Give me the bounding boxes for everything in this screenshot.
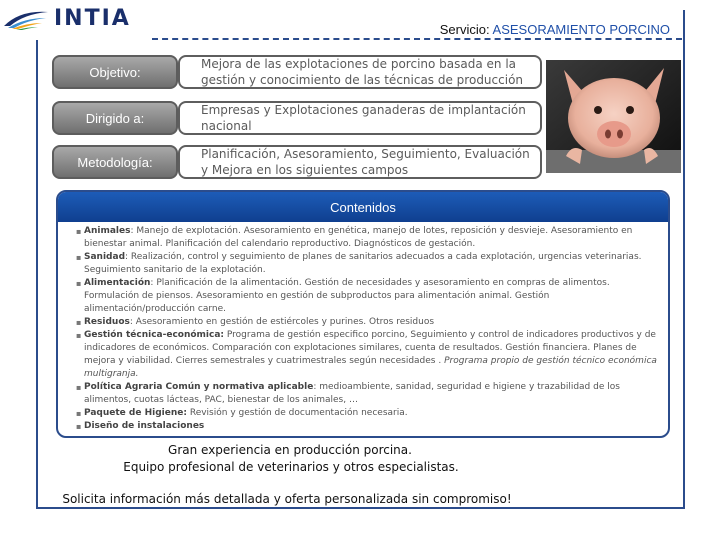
list-item [76, 251, 660, 277]
item-italic-note: Programa propio de gestión técnico económica multigranja. [84, 356, 657, 379]
contents-panel [56, 190, 670, 438]
item-heading: Diseño de instalaciones [84, 421, 205, 431]
item-text: Planificación de la alimentación. Gestión de necesidades y asesoramiento en compras de alimentos. Formulación de piensos. Asesoramiento en gestión de subproductos para alimentación animal. Gestión alimentación/producción carne. [84, 278, 610, 314]
item-text: Realización, control y seguimiento de planes de sanitarios adecuados a cada explotación, urgencias veterinarias. Seguimiento sanitario de la explotación. [84, 252, 642, 275]
row-metodologia [52, 145, 542, 179]
item-heading: Sanidad [84, 252, 126, 262]
dashed-divider [152, 38, 682, 40]
item-heading: Política Agraria Común y normativa aplicable [84, 382, 314, 392]
list-item [76, 420, 660, 433]
list-item [76, 381, 660, 407]
pig-photo [546, 60, 681, 173]
service-label: Servicio: [439, 22, 490, 37]
item-separator: : [130, 226, 137, 236]
row-objetivo [52, 55, 542, 89]
row-text: Planificación, Asesoramiento, Seguimiento, Evaluación y Mejora en los siguientes campos [178, 145, 542, 179]
item-separator: : [150, 278, 157, 288]
footer-cta: Solicita información más detallada y oferta personalizada sin compromiso! [62, 492, 512, 506]
item-text: medioambiente, sanidad, seguridad e higiene y trazabilidad de los alimentos, cuotas lácteas, PAC, bienestar de los animales, … [84, 382, 620, 405]
list-item [76, 407, 660, 420]
item-heading: Gestión técnica-económica: [84, 330, 225, 340]
item-text: Revisión y gestión de documentación necesaria. [189, 408, 408, 418]
brand-name: INTIA [54, 6, 131, 31]
item-heading: Animales [84, 226, 131, 236]
item-separator: : [125, 252, 131, 262]
frame-border-left [36, 40, 38, 508]
intia-logo [2, 4, 152, 34]
list-item [76, 316, 660, 329]
row-text: Empresas y Explotaciones ganaderas de implantación nacional [178, 101, 542, 135]
item-separator: : [313, 382, 320, 392]
contents-list [58, 222, 668, 433]
contents-title: Contenidos [58, 192, 668, 222]
row-label: Objetivo: [52, 55, 178, 89]
item-heading: Residuos [84, 317, 130, 327]
list-item [76, 329, 660, 381]
row-label: Metodología: [52, 145, 178, 179]
frame-border-bottom [36, 507, 685, 509]
footer-experience: Gran experiencia en producción porcina. [168, 443, 412, 457]
item-separator: : [129, 317, 136, 327]
item-heading: Alimentación [84, 278, 151, 288]
item-text: Programa de gestión especifico porcino, Seguimiento y control de indicadores productivos y de indicadores de económicos. Comparación con explotaciones similares, cuenta de resultados. Gestión financiera. Planes de mejora y viabilidad. Cierres semestrales y cuatrimestrales según necesidades . [84, 330, 656, 366]
item-text: Asesoramiento en gestión de estiércoles y purines. Otros residuos [135, 317, 435, 327]
frame-border-right [683, 10, 685, 508]
service-value: ASESORAMIENTO PORCINO [492, 22, 670, 37]
list-item [76, 277, 660, 316]
logo-swoosh-icon [2, 6, 52, 30]
row-label: Dirigido a: [52, 101, 178, 135]
row-dirigido [52, 101, 542, 135]
item-heading: Paquete de Higiene: [84, 408, 187, 418]
footer-team: Equipo profesional de veterinarios y otros especialistas. [123, 460, 459, 474]
item-text: Manejo de explotación. Asesoramiento en genética, manejo de lotes, reposición y desvieje. Asesoramiento en bienestar animal. Planificación del calendario reproductivo. Diagnósticos de gestación. [84, 226, 633, 249]
service-heading [440, 22, 670, 37]
row-text: Mejora de las explotaciones de porcino basada en la gestión y conocimiento de las técnicas de producción [178, 55, 542, 89]
list-item [76, 225, 660, 251]
